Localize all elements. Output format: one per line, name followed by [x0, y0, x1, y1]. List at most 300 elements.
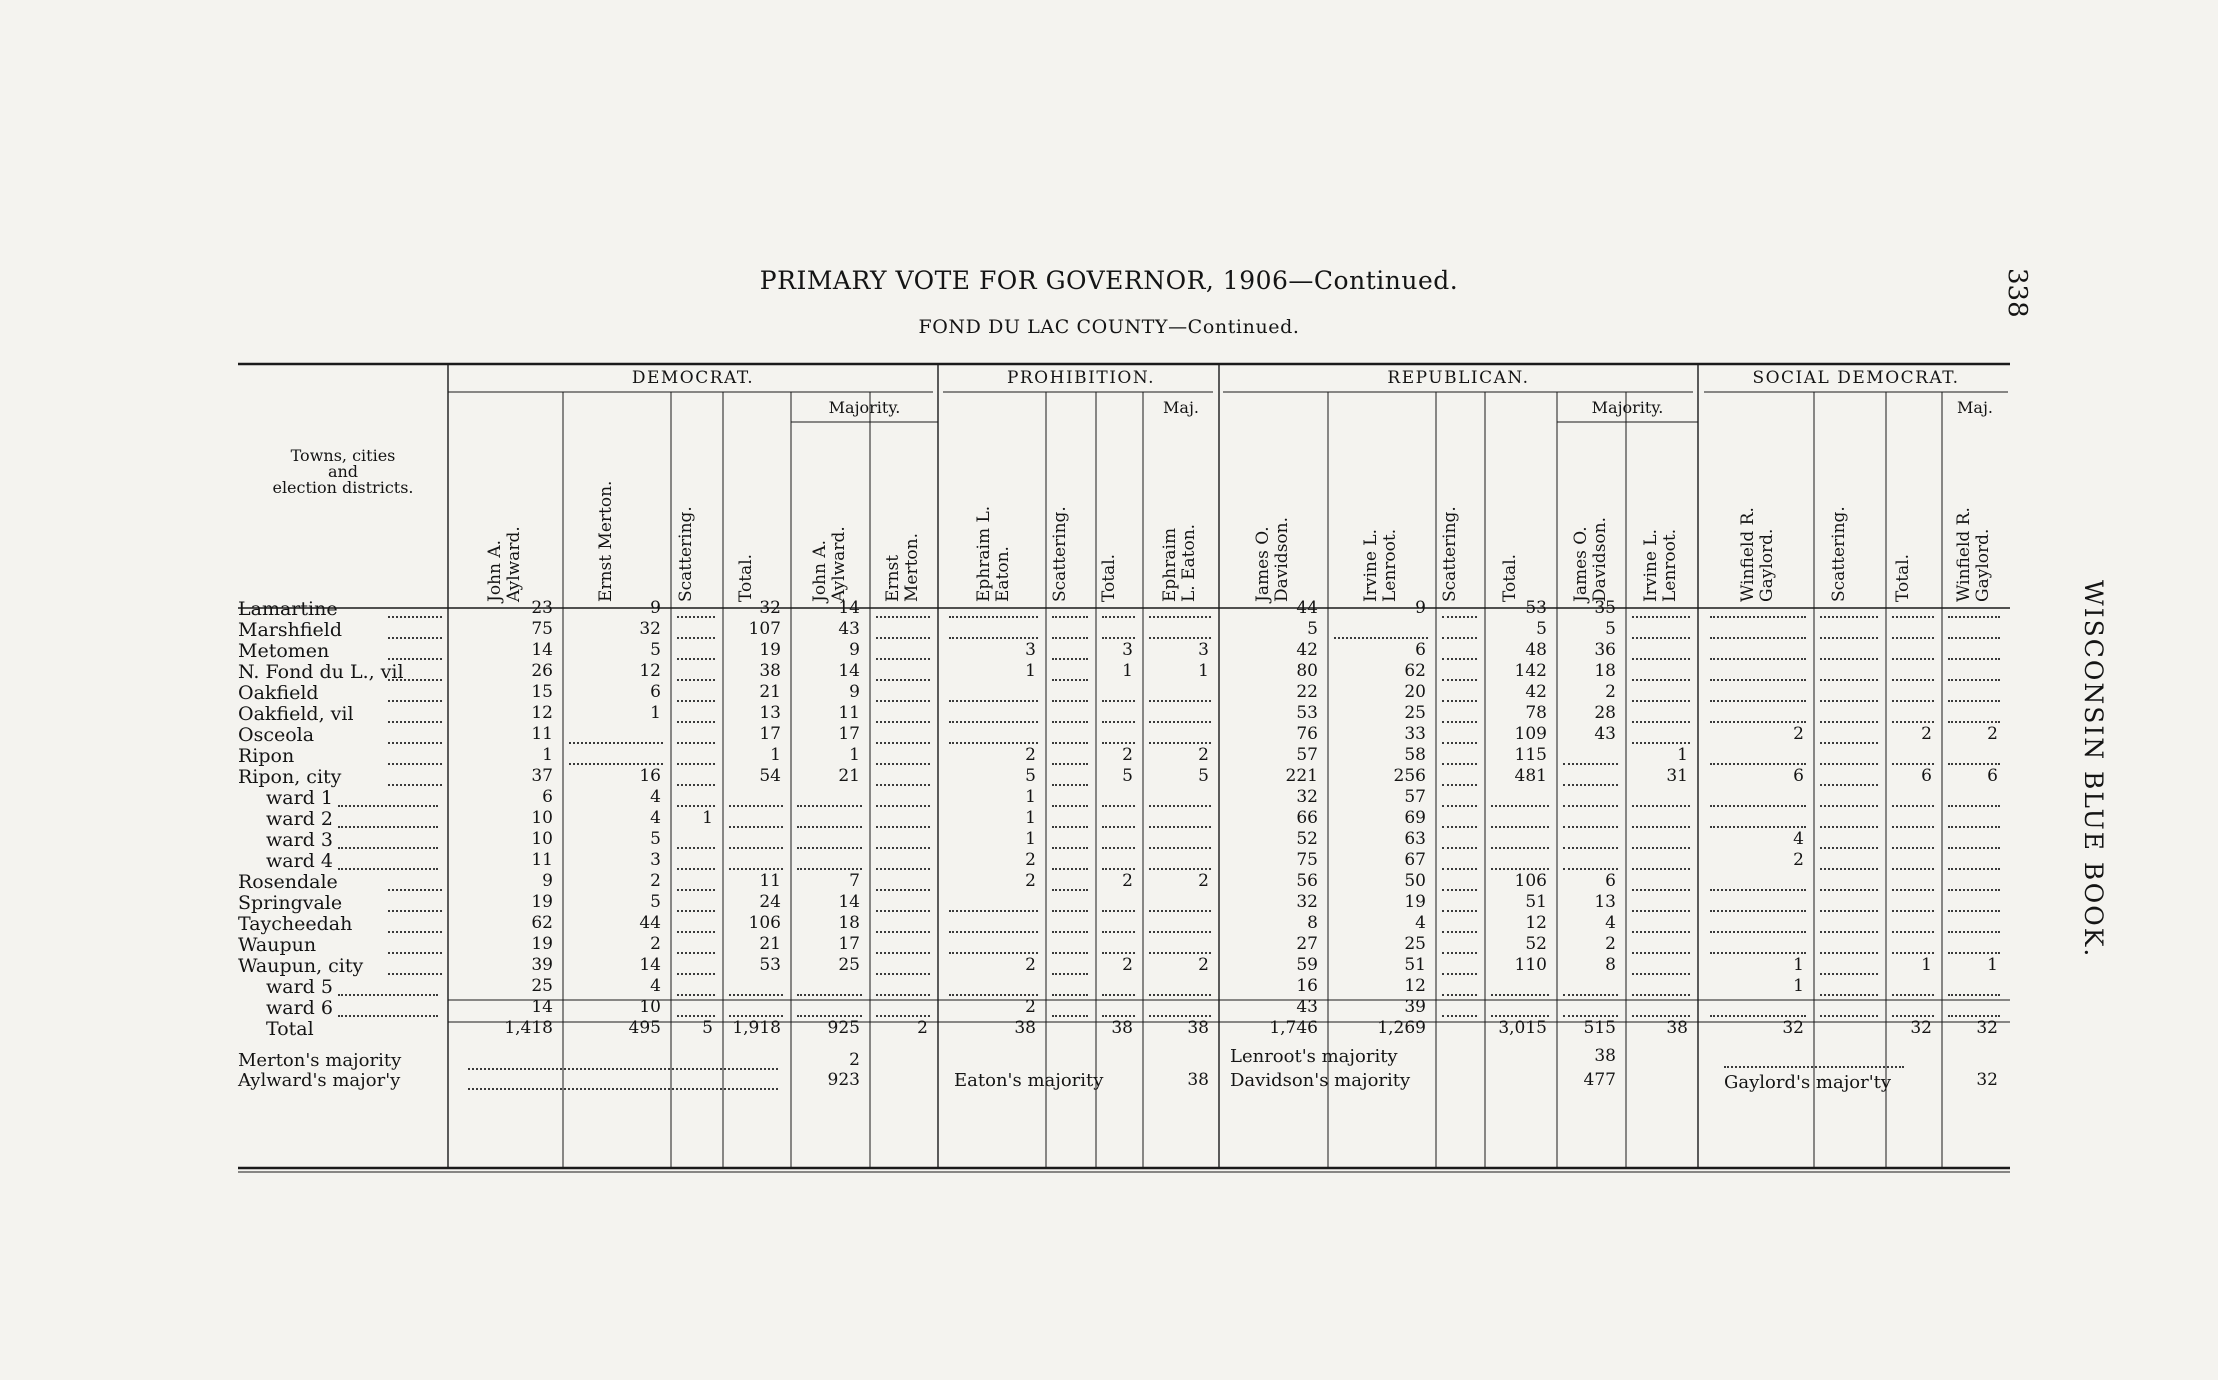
empty-cell-dots — [677, 847, 715, 849]
empty-cell-dots — [949, 700, 1038, 702]
vote-cell: 18 — [838, 913, 860, 933]
empty-cell-dots — [1948, 679, 2000, 681]
leader-dots — [338, 805, 438, 807]
empty-cell-dots — [677, 679, 715, 681]
row-label: ward 4 — [266, 850, 333, 872]
empty-cell-dots — [1442, 700, 1477, 702]
empty-cell-dots — [1820, 889, 1878, 891]
vote-cell: 4 — [1793, 829, 1804, 849]
vote-cell: 3 — [650, 850, 661, 870]
vote-cell: 1 — [1025, 787, 1036, 807]
empty-cell-dots — [949, 994, 1038, 996]
vote-cell: 5 — [650, 892, 661, 912]
leader-dots — [388, 889, 442, 891]
vote-cell: 11 — [759, 871, 781, 891]
vote-cell: 6 — [1605, 871, 1616, 891]
empty-cell-dots — [1948, 868, 2000, 870]
empty-cell-dots — [1710, 658, 1806, 660]
empty-cell-dots — [1632, 973, 1690, 975]
vote-cell: 10 — [531, 829, 553, 849]
empty-cell-dots — [1052, 889, 1088, 891]
empty-cell-dots — [1102, 637, 1135, 639]
vote-cell: 142 — [1514, 661, 1547, 681]
empty-cell-dots — [876, 700, 930, 702]
vote-cell: 6 — [1987, 766, 1998, 786]
empty-cell-dots — [1632, 616, 1690, 618]
empty-cell-dots — [1948, 616, 2000, 618]
vote-cell: 80 — [1296, 661, 1318, 681]
empty-cell-dots — [876, 805, 930, 807]
empty-cell-dots — [797, 826, 862, 828]
vote-cell: 44 — [1296, 598, 1318, 618]
empty-cell-dots — [1820, 616, 1878, 618]
row-label: Oakfield — [238, 682, 319, 704]
empty-cell-dots — [876, 784, 930, 786]
empty-cell-dots — [1052, 679, 1088, 681]
empty-cell-dots — [1632, 994, 1690, 996]
empty-cell-dots — [1052, 721, 1088, 723]
vote-cell: 11 — [838, 703, 860, 723]
empty-cell-dots — [1632, 910, 1690, 912]
vote-cell: 5 — [1536, 619, 1547, 639]
vote-cell: 11 — [531, 724, 553, 744]
vote-cell: 53 — [759, 955, 781, 975]
empty-cell-dots — [1710, 700, 1806, 702]
empty-cell-dots — [1052, 700, 1088, 702]
vote-cell: 12 — [531, 703, 553, 723]
vote-cell: 18 — [1594, 661, 1616, 681]
party-group-header: REPUBLICAN. — [1387, 368, 1530, 388]
empty-cell-dots — [1820, 700, 1878, 702]
empty-cell-dots — [1710, 721, 1806, 723]
column-header: James O. Davidson. — [1570, 517, 1610, 602]
vote-cell: 10 — [531, 808, 553, 828]
empty-cell-dots — [1442, 931, 1477, 933]
empty-cell-dots — [1710, 952, 1806, 954]
empty-cell-dots — [1820, 805, 1878, 807]
empty-cell-dots — [1710, 805, 1806, 807]
empty-cell-dots — [1892, 910, 1934, 912]
column-header: Scattering. — [1050, 506, 1070, 602]
vote-cell: 56 — [1296, 871, 1318, 891]
empty-cell-dots — [677, 952, 715, 954]
empty-cell-dots — [1052, 658, 1088, 660]
empty-cell-dots — [729, 847, 783, 849]
vote-cell: 21 — [759, 682, 781, 702]
page-number: 338 — [2002, 268, 2032, 318]
empty-cell-dots — [1892, 637, 1934, 639]
empty-cell-dots — [1052, 910, 1088, 912]
empty-cell-dots — [1820, 910, 1878, 912]
row-label: Springvale — [238, 892, 343, 914]
vote-cell: 1 — [1025, 829, 1036, 849]
empty-cell-dots — [1892, 889, 1934, 891]
empty-cell-dots — [1710, 826, 1806, 828]
vote-cell: 9 — [849, 640, 860, 660]
empty-cell-dots — [677, 973, 715, 975]
empty-cell-dots — [1632, 721, 1690, 723]
empty-cell-dots — [1102, 721, 1135, 723]
empty-cell-dots — [876, 952, 930, 954]
vote-cell: 4 — [1415, 913, 1426, 933]
empty-cell-dots — [1892, 658, 1934, 660]
vote-cell: 21 — [759, 934, 781, 954]
empty-cell-dots — [1948, 763, 2000, 765]
empty-cell-dots — [876, 658, 930, 660]
empty-cell-dots — [1892, 952, 1934, 954]
empty-cell-dots — [1442, 889, 1477, 891]
vote-cell: 5 — [1307, 619, 1318, 639]
vote-cell: 2 — [1793, 850, 1804, 870]
lenroot-majority-value: 38 — [1594, 1046, 1616, 1066]
empty-cell-dots — [876, 931, 930, 933]
leader-dots — [388, 931, 442, 933]
empty-cell-dots — [1892, 847, 1934, 849]
vote-cell: 21 — [838, 766, 860, 786]
vote-cell: 2 — [1987, 724, 1998, 744]
empty-cell-dots — [797, 805, 862, 807]
empty-cell-dots — [1052, 931, 1088, 933]
vote-cell: 53 — [1296, 703, 1318, 723]
empty-cell-dots — [1820, 721, 1878, 723]
empty-cell-dots — [1892, 616, 1934, 618]
vote-cell: 5 — [1025, 766, 1036, 786]
vote-cell: 2 — [1198, 745, 1209, 765]
party-group-header: SOCIAL DEMOCRAT. — [1752, 368, 1960, 388]
column-header: Ephraim L. Eaton. — [1160, 523, 1199, 602]
vote-cell: 25 — [531, 976, 553, 996]
total-cell: 495 — [628, 1018, 661, 1038]
vote-cell: 1 — [1987, 955, 1998, 975]
row-label: Taycheedah — [238, 913, 353, 935]
vote-cell: 54 — [759, 766, 781, 786]
row-label: Ripon, city — [238, 766, 342, 788]
vote-cell: 2 — [1605, 682, 1616, 702]
empty-cell-dots — [1442, 1015, 1477, 1017]
row-label: ward 6 — [266, 997, 333, 1019]
empty-cell-dots — [797, 847, 862, 849]
majority-header: Majority. — [1591, 398, 1664, 417]
vote-cell: 12 — [1525, 913, 1547, 933]
empty-cell-dots — [1820, 994, 1878, 996]
empty-cell-dots — [1710, 637, 1806, 639]
footer-leader-dots — [1724, 1066, 1904, 1068]
majority-header: Maj. — [1163, 398, 1199, 417]
empty-cell-dots — [1563, 868, 1618, 870]
vote-cell: 6 — [1415, 640, 1426, 660]
vote-cell: 59 — [1296, 955, 1318, 975]
vote-cell: 106 — [748, 913, 781, 933]
vote-cell: 9 — [849, 682, 860, 702]
vote-cell: 3 — [1122, 640, 1133, 660]
vote-cell: 20 — [1404, 682, 1426, 702]
empty-cell-dots — [1052, 1015, 1088, 1017]
vote-cell: 221 — [1285, 766, 1318, 786]
vote-cell: 19 — [531, 934, 553, 954]
empty-cell-dots — [1052, 637, 1088, 639]
vote-cell: 6 — [542, 787, 553, 807]
row-label: ward 3 — [266, 829, 333, 851]
vote-cell: 14 — [639, 955, 661, 975]
vote-cell: 10 — [639, 997, 661, 1017]
empty-cell-dots — [1102, 952, 1135, 954]
empty-cell-dots — [876, 763, 930, 765]
empty-cell-dots — [677, 910, 715, 912]
vote-cell: 5 — [650, 829, 661, 849]
vote-cell: 1 — [702, 808, 713, 828]
leader-dots — [388, 721, 442, 723]
leader-dots — [388, 910, 442, 912]
row-label: Waupun, city — [238, 955, 364, 977]
vote-cell: 12 — [1404, 976, 1426, 996]
empty-cell-dots — [1710, 763, 1806, 765]
empty-cell-dots — [677, 637, 715, 639]
vote-cell: 2 — [1025, 871, 1036, 891]
total-cell: 32 — [1910, 1018, 1932, 1038]
vote-cell: 5 — [650, 640, 661, 660]
empty-cell-dots — [677, 616, 715, 618]
vote-cell: 2 — [1025, 745, 1036, 765]
leader-dots — [388, 784, 442, 786]
total-cell: 32 — [1782, 1018, 1804, 1038]
leader-dots — [338, 847, 438, 849]
vote-cell: 75 — [531, 619, 553, 639]
vote-cell: 2 — [650, 934, 661, 954]
empty-cell-dots — [1948, 952, 2000, 954]
empty-cell-dots — [1710, 889, 1806, 891]
empty-cell-dots — [1563, 1015, 1618, 1017]
empty-cell-dots — [949, 742, 1038, 744]
vote-cell: 37 — [531, 766, 553, 786]
empty-cell-dots — [1491, 805, 1549, 807]
merton-majority-value: 2 — [849, 1050, 860, 1070]
leader-dots — [388, 763, 442, 765]
empty-cell-dots — [1632, 679, 1690, 681]
row-label: Osceola — [238, 724, 315, 746]
vote-cell: 17 — [838, 724, 860, 744]
empty-cell-dots — [876, 889, 930, 891]
vote-cell: 66 — [1296, 808, 1318, 828]
total-cell: 1,418 — [504, 1018, 553, 1038]
empty-cell-dots — [1052, 784, 1088, 786]
vote-cell: 4 — [1605, 913, 1616, 933]
vote-cell: 14 — [531, 640, 553, 660]
vote-cell: 5 — [1198, 766, 1209, 786]
vote-cell: 39 — [1404, 997, 1426, 1017]
leader-dots — [388, 700, 442, 702]
vote-cell: 109 — [1514, 724, 1547, 744]
empty-cell-dots — [569, 763, 663, 765]
empty-cell-dots — [1052, 742, 1088, 744]
empty-cell-dots — [1948, 889, 2000, 891]
total-cell: 38 — [1187, 1018, 1209, 1038]
empty-cell-dots — [1442, 784, 1477, 786]
vote-cell: 1 — [1921, 955, 1932, 975]
empty-cell-dots — [1052, 763, 1088, 765]
vote-cell: 8 — [1307, 913, 1318, 933]
vote-cell: 25 — [1404, 703, 1426, 723]
empty-cell-dots — [949, 952, 1038, 954]
empty-cell-dots — [1710, 1015, 1806, 1017]
empty-cell-dots — [1149, 742, 1211, 744]
empty-cell-dots — [1052, 973, 1088, 975]
vote-cell: 33 — [1404, 724, 1426, 744]
empty-cell-dots — [1563, 826, 1618, 828]
row-label: Rosendale — [238, 871, 338, 893]
vote-cell: 28 — [1594, 703, 1616, 723]
vote-cell: 38 — [759, 661, 781, 681]
eaton-majority-label: Eaton's majority — [954, 1070, 1104, 1091]
aylward-majority-value: 923 — [827, 1070, 860, 1090]
empty-cell-dots — [1102, 805, 1135, 807]
empty-cell-dots — [1892, 868, 1934, 870]
empty-cell-dots — [1820, 763, 1878, 765]
empty-cell-dots — [1892, 994, 1934, 996]
vote-cell: 106 — [1514, 871, 1547, 891]
vote-cell: 1 — [849, 745, 860, 765]
vote-cell: 24 — [759, 892, 781, 912]
empty-cell-dots — [1334, 637, 1428, 639]
empty-cell-dots — [1491, 868, 1549, 870]
vote-cell: 1 — [1025, 661, 1036, 681]
vote-cell: 39 — [531, 955, 553, 975]
leader-dots — [338, 994, 438, 996]
empty-cell-dots — [876, 679, 930, 681]
leader-dots — [338, 826, 438, 828]
vote-cell: 32 — [1296, 892, 1318, 912]
vote-cell: 13 — [759, 703, 781, 723]
empty-cell-dots — [677, 721, 715, 723]
vote-cell: 2 — [1122, 955, 1133, 975]
empty-cell-dots — [729, 1015, 783, 1017]
gaylord-majority-label: Gaylord's major'ty — [1724, 1072, 1892, 1093]
column-header: Total. — [736, 553, 756, 602]
empty-cell-dots — [1052, 826, 1088, 828]
vote-cell: 25 — [1404, 934, 1426, 954]
total-cell: 38 — [1014, 1018, 1036, 1038]
empty-cell-dots — [1491, 847, 1549, 849]
empty-cell-dots — [1948, 910, 2000, 912]
page-title: PRIMARY VOTE FOR GOVERNOR, 1906—Continued. — [759, 266, 1459, 295]
empty-cell-dots — [1442, 658, 1477, 660]
empty-cell-dots — [876, 847, 930, 849]
empty-cell-dots — [729, 868, 783, 870]
vote-cell: 5 — [1605, 619, 1616, 639]
total-cell: 1,746 — [1269, 1018, 1318, 1038]
leader-dots — [338, 868, 438, 870]
empty-cell-dots — [729, 805, 783, 807]
empty-cell-dots — [1442, 973, 1477, 975]
column-header: Scattering. — [1829, 506, 1849, 602]
vote-cell: 43 — [838, 619, 860, 639]
vote-cell: 110 — [1514, 955, 1547, 975]
empty-cell-dots — [1948, 826, 2000, 828]
empty-cell-dots — [1892, 931, 1934, 933]
empty-cell-dots — [1632, 742, 1690, 744]
vote-cell: 8 — [1605, 955, 1616, 975]
empty-cell-dots — [876, 826, 930, 828]
empty-cell-dots — [1149, 847, 1211, 849]
column-header: Irvine L. Lenroot. — [1361, 528, 1400, 602]
empty-cell-dots — [1442, 868, 1477, 870]
vote-cell: 42 — [1296, 640, 1318, 660]
vote-cell: 12 — [639, 661, 661, 681]
empty-cell-dots — [797, 1015, 862, 1017]
vote-cell: 1 — [770, 745, 781, 765]
vote-cell: 4 — [650, 787, 661, 807]
empty-cell-dots — [1149, 952, 1211, 954]
vote-cell: 9 — [650, 598, 661, 618]
empty-cell-dots — [1102, 742, 1135, 744]
county-subtitle: FOND DU LAC COUNTY—Continued. — [918, 316, 1300, 338]
empty-cell-dots — [1892, 679, 1934, 681]
leader-dots — [388, 742, 442, 744]
vote-cell: 69 — [1404, 808, 1426, 828]
total-cell: 38 — [1666, 1018, 1688, 1038]
vote-cell: 67 — [1404, 850, 1426, 870]
empty-cell-dots — [1820, 973, 1878, 975]
vote-cell: 25 — [838, 955, 860, 975]
empty-cell-dots — [1491, 826, 1549, 828]
vote-cell: 76 — [1296, 724, 1318, 744]
vote-cell: 2 — [1921, 724, 1932, 744]
empty-cell-dots — [1948, 637, 2000, 639]
merton-majority-label: Merton's majority — [238, 1050, 402, 1071]
empty-cell-dots — [1442, 952, 1477, 954]
empty-cell-dots — [1563, 847, 1618, 849]
empty-cell-dots — [1149, 1015, 1211, 1017]
empty-cell-dots — [1563, 763, 1618, 765]
book-title: WISCONSIN BLUE BOOK. — [2079, 580, 2108, 959]
empty-cell-dots — [677, 931, 715, 933]
empty-cell-dots — [677, 1015, 715, 1017]
empty-cell-dots — [1052, 994, 1088, 996]
empty-cell-dots — [677, 994, 715, 996]
footer-leader-dots — [468, 1068, 778, 1070]
empty-cell-dots — [1892, 826, 1934, 828]
empty-cell-dots — [1442, 721, 1477, 723]
vote-cell: 2 — [1025, 955, 1036, 975]
vote-cell: 1 — [542, 745, 553, 765]
empty-cell-dots — [1820, 952, 1878, 954]
empty-cell-dots — [1149, 826, 1211, 828]
leader-dots — [388, 973, 442, 975]
empty-cell-dots — [1149, 616, 1211, 618]
vote-cell: 481 — [1514, 766, 1547, 786]
empty-cell-dots — [677, 889, 715, 891]
vote-cell: 15 — [531, 682, 553, 702]
vote-cell: 52 — [1296, 829, 1318, 849]
empty-cell-dots — [1563, 784, 1618, 786]
vote-cell: 2 — [1122, 745, 1133, 765]
empty-cell-dots — [1632, 637, 1690, 639]
empty-cell-dots — [1442, 763, 1477, 765]
empty-cell-dots — [1820, 784, 1878, 786]
vote-cell: 50 — [1404, 871, 1426, 891]
empty-cell-dots — [1892, 721, 1934, 723]
column-header: Total. — [1500, 553, 1520, 602]
empty-cell-dots — [1491, 1015, 1549, 1017]
empty-cell-dots — [1052, 805, 1088, 807]
empty-cell-dots — [729, 826, 783, 828]
total-cell: 38 — [1111, 1018, 1133, 1038]
empty-cell-dots — [1948, 805, 2000, 807]
vote-cell: 62 — [1404, 661, 1426, 681]
empty-cell-dots — [1820, 1015, 1878, 1017]
eaton-majority-value: 38 — [1187, 1070, 1209, 1090]
vote-cell: 23 — [531, 598, 553, 618]
vote-cell: 7 — [849, 871, 860, 891]
